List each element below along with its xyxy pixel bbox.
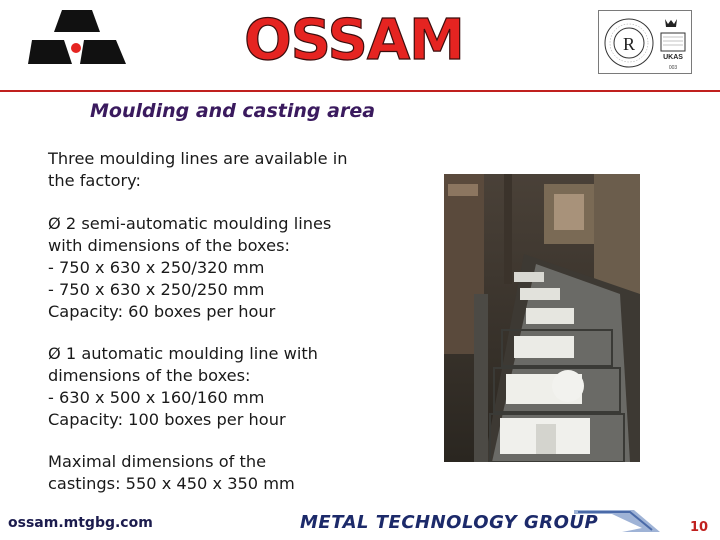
intro-paragraph bbox=[48, 148, 347, 192]
semi-automatic-lines-section bbox=[48, 213, 331, 323]
company-logo-icon bbox=[28, 8, 126, 66]
footer-brand-name: METAL TECHNOLOGY GROUP bbox=[300, 512, 599, 533]
text-line: with dimensions of the boxes: bbox=[48, 236, 290, 255]
footer-website-link[interactable]: ossam.mtgbg.com bbox=[8, 515, 153, 531]
max-dimensions-section bbox=[48, 451, 295, 495]
text-line: - 630 x 500 x 160/160 mm bbox=[48, 388, 265, 407]
quality-seal-icon bbox=[599, 11, 691, 73]
header-divider bbox=[0, 90, 720, 92]
text-line: Ø 2 semi-automatic moulding lines bbox=[48, 214, 332, 233]
brand-swoosh-icon bbox=[572, 508, 668, 536]
text-line: dimensions of the boxes: bbox=[48, 366, 251, 385]
automatic-line-section bbox=[48, 343, 318, 431]
text-line: castings: 550 x 450 x 350 mm bbox=[48, 474, 295, 493]
page-number: 10 bbox=[690, 520, 709, 535]
slide-title: Moulding and casting area bbox=[90, 100, 376, 122]
text-line: Capacity: 60 boxes per hour bbox=[48, 302, 276, 321]
text-line: Maximal dimensions of the bbox=[48, 452, 267, 471]
moulding-line-photo bbox=[444, 174, 640, 462]
text-line: Three moulding lines are available in bbox=[48, 149, 348, 168]
text-line: - 750 x 630 x 250/250 mm bbox=[48, 280, 265, 299]
text-line: Ø 1 automatic moulding line with bbox=[48, 344, 318, 363]
wordmark-text: OSSAM bbox=[244, 8, 464, 73]
text-line: Capacity: 100 boxes per hour bbox=[48, 410, 286, 429]
ukas-label: UKAS bbox=[663, 54, 683, 61]
ossam-wordmark bbox=[240, 8, 468, 73]
certification-badges bbox=[598, 10, 692, 74]
cert-number: 003 bbox=[668, 65, 678, 71]
text-line: the factory: bbox=[48, 171, 141, 190]
seal-mark: R bbox=[622, 34, 636, 54]
text-line: - 750 x 630 x 250/320 mm bbox=[48, 258, 265, 277]
